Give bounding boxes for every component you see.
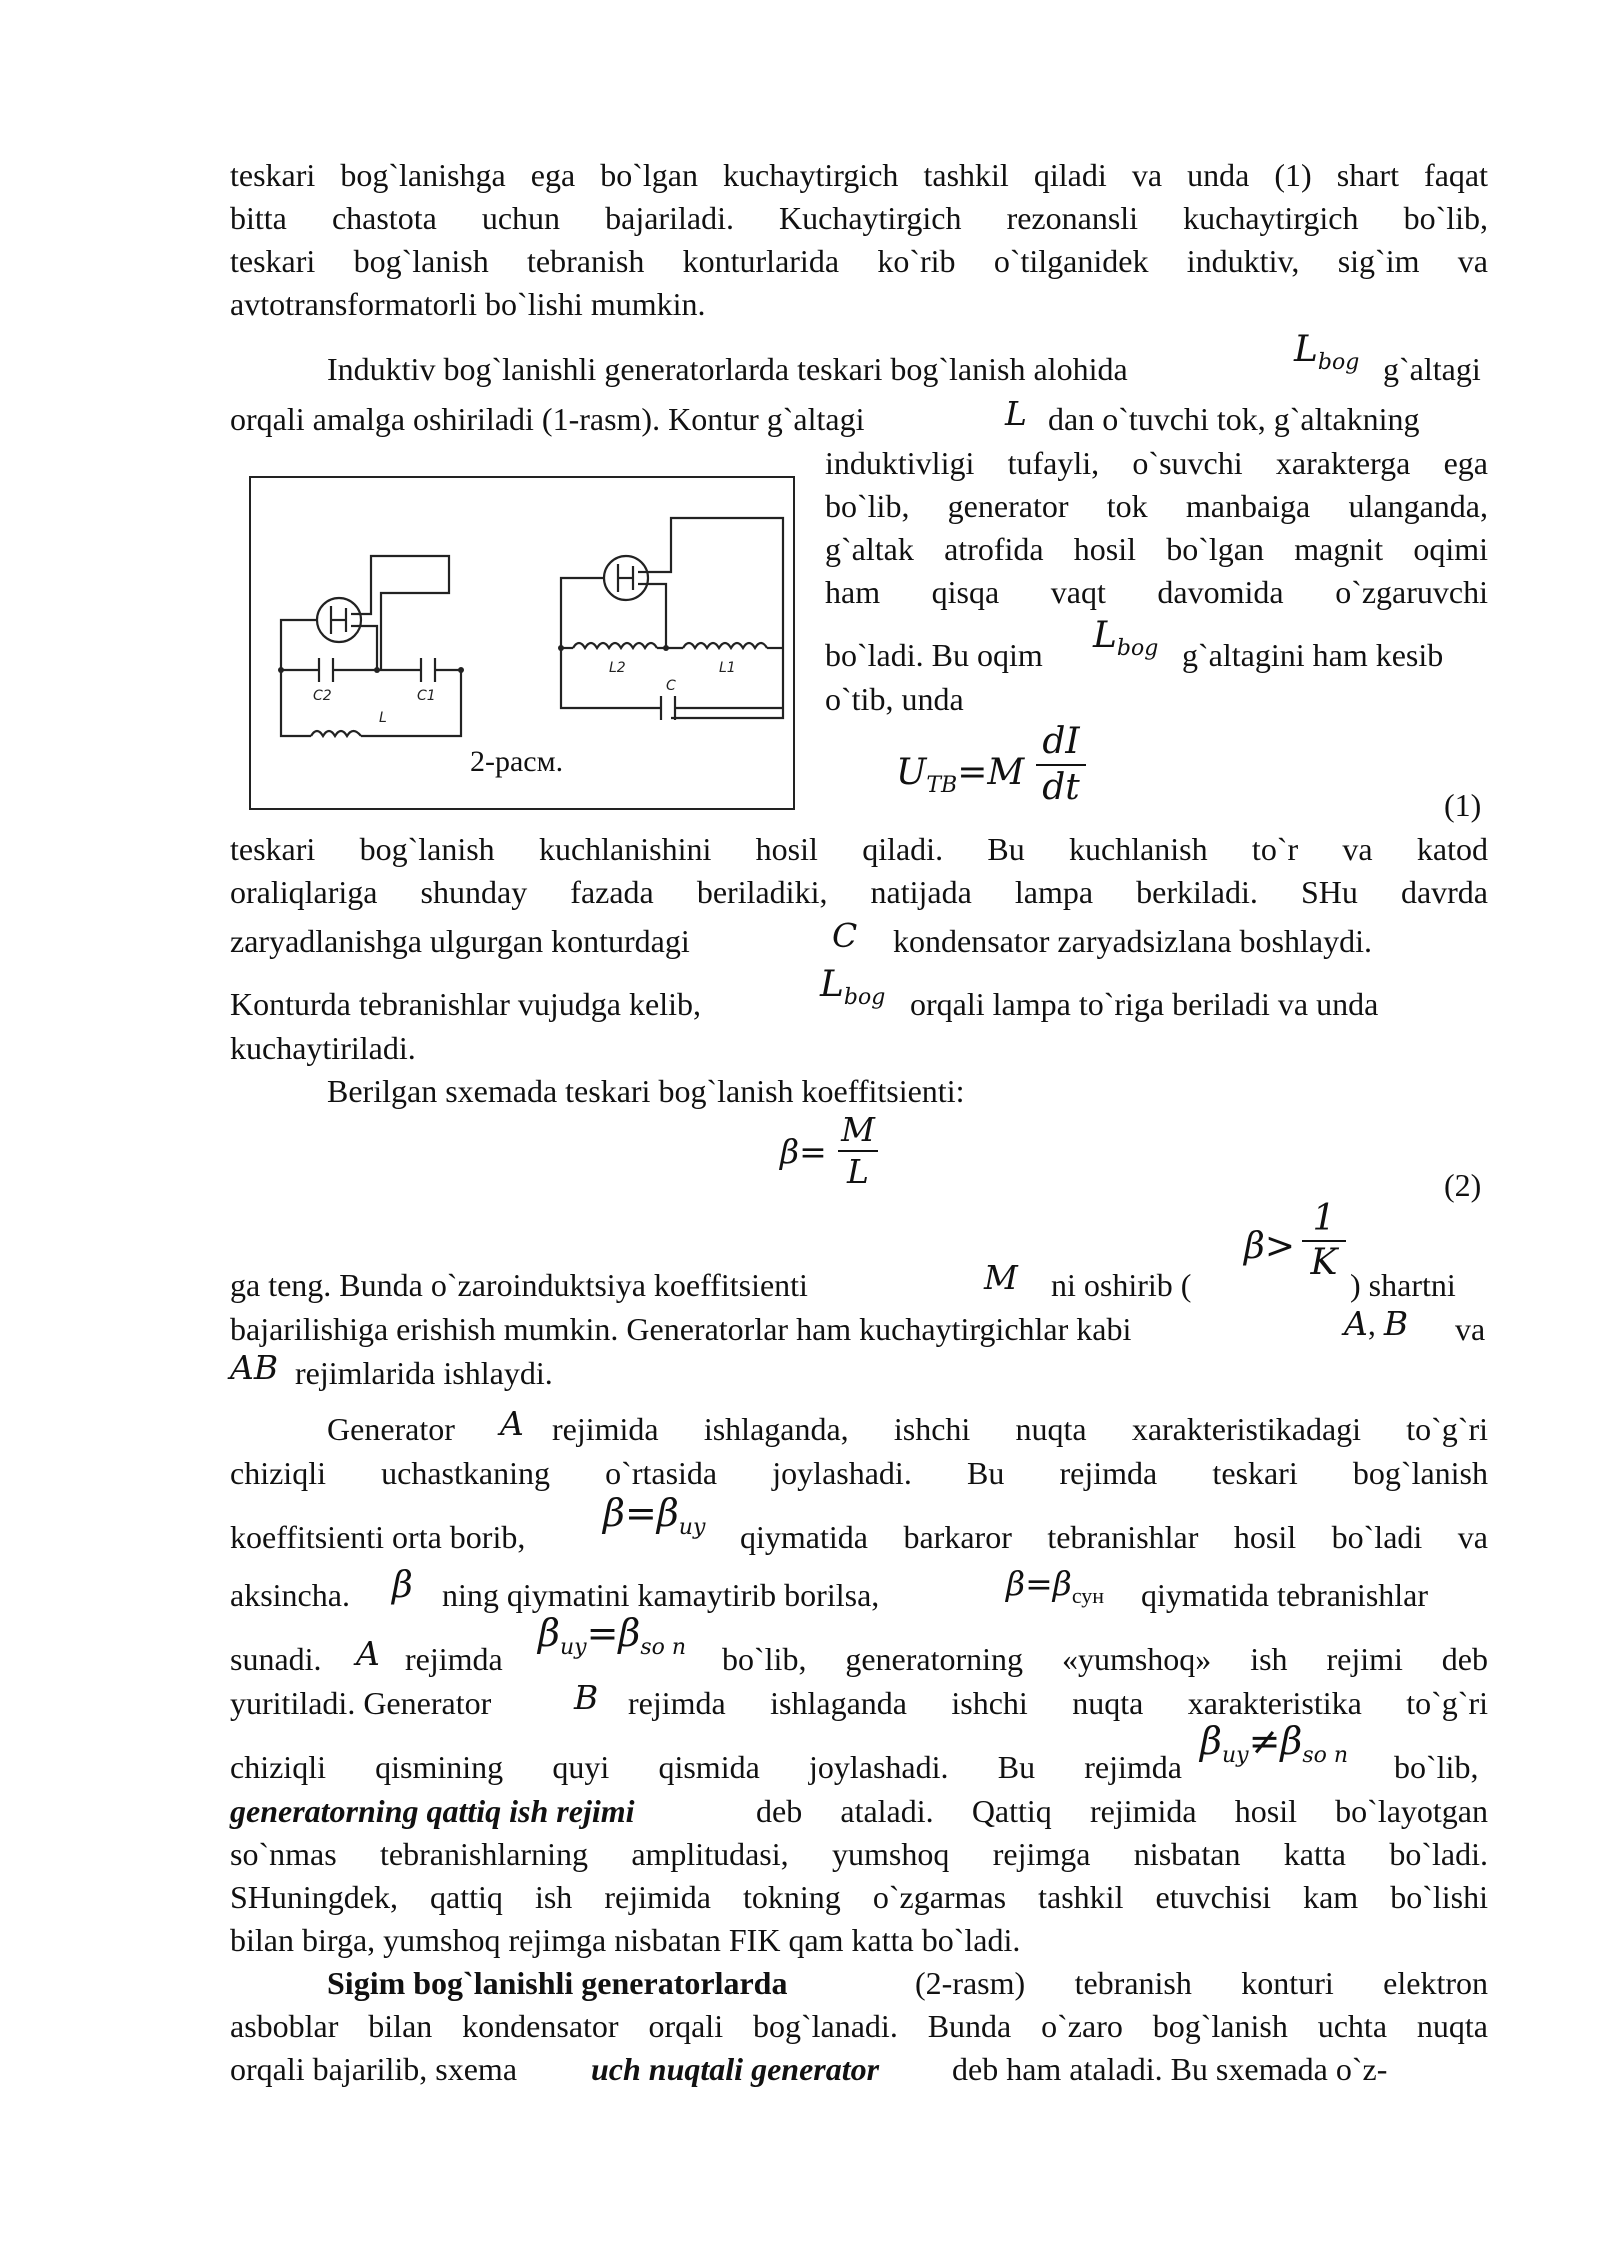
math-A-B: A, B (1344, 1304, 1409, 1343)
text-line: bo`lib, generator tok manbaiga ulanganda, (825, 488, 1488, 524)
text-line: Berilgan sxemada teskari bog`lanish koeffitsienti: (327, 1073, 965, 1109)
text-line: sunadi. (230, 1641, 322, 1677)
text-line: deb ham ataladi. Bu sxemada o`z- (952, 2051, 1388, 2087)
math-L-bog: $L_{bog}$ (1093, 615, 1159, 661)
text-line: rejimda ishlaganda ishchi nuqta xarakteristika to`g`ri (628, 1685, 1488, 1721)
condition-fraction: 1 K (1302, 1200, 1346, 1282)
math-B: B (574, 1678, 599, 1717)
equation-1-lhs: $U_{TB}=M$ (896, 752, 1025, 798)
emphasis-text: uch nuqtali generator (591, 2051, 880, 2087)
text-line: deb ataladi. Qattiq rejimida hosil bo`layotgan (756, 1793, 1488, 1829)
text-line: bitta chastota uchun bajariladi. Kuchaytirgich rezonansli kuchaytirgich bo`lib, (230, 200, 1488, 236)
text-line: qiymatida tebranishlar (1141, 1577, 1429, 1613)
text-line: ) shartni (1350, 1267, 1456, 1303)
equation-number: (2) (1444, 1167, 1482, 1203)
math-A: A (356, 1634, 380, 1673)
text-line: g`altagi (1383, 351, 1481, 387)
text-line: rejimlarida ishlaydi. (295, 1355, 553, 1391)
text-line: asboblar bilan kondensator orqali bog`lanadi. Bunda o`zaro bog`lanish uchta nuqta (230, 2008, 1488, 2044)
equation-2-lhs: β= (780, 1132, 827, 1171)
text-line: so`nmas tebranishlarning amplitudasi, yumshoq rejimga nisbatan katta bo`ladi. (230, 1836, 1488, 1872)
math-C: C (832, 916, 858, 955)
text-line: Induktiv bog`lanishli generatorlarda teskari bog`lanish alohida (327, 351, 1128, 387)
math-beta-uy: $\beta=\beta_{uy}$ (603, 1491, 706, 1540)
math-L: L (1005, 394, 1027, 433)
text-line: aksincha. (230, 1577, 350, 1613)
text-line: teskari bog`lanish kuchlanishini hosil qiladi. Bu kuchlanish to`r va katod (230, 831, 1488, 867)
text-line: ham qisqa vaqt davomida o`zgaruvchi (825, 574, 1488, 610)
text-line: chiziqli qismining quyi qismida joylashadi. Bu rejimda (230, 1749, 1182, 1785)
math-AB: AB (230, 1348, 279, 1387)
text-line: orqali bajarilib, sxema (230, 2051, 518, 2087)
text-line: g`altak atrofida hosil bo`lgan magnit oqimi (825, 531, 1488, 567)
math-beta-sun: $\beta=\beta_{сун}$ (1006, 1564, 1105, 1608)
text-line: bo`lib, generatorning «yumshoq» ish rejimi deb (722, 1641, 1488, 1677)
text-line: teskari bog`lanish tebranish konturlarida ko`rib o`tilganidek induktiv, sig`im va (230, 243, 1488, 279)
text-line: kuchaytiriladi. (230, 1030, 416, 1066)
math-beta: β (392, 1565, 413, 1606)
label-c: C (666, 678, 676, 694)
figure-caption: 2-расм. (470, 745, 564, 778)
text-line: orqali amalga oshiriladi (1-rasm). Kontur g`altagi (230, 401, 865, 437)
text-line: bo`ladi. Bu oqim (825, 637, 1043, 673)
math-L-bog: $L_{bog}$ (820, 964, 886, 1010)
text-line: rejimda (405, 1641, 503, 1677)
text-line: o`tib, unda (825, 681, 964, 717)
emphasis-text: generatorning qattiq ish rejimi (230, 1793, 635, 1829)
text-line: Generator (327, 1411, 455, 1447)
text-line: zaryadlanishga ulgurgan konturdagi (230, 923, 690, 959)
label-l2: L2 (609, 660, 626, 676)
text-line: bo`lib, (1394, 1749, 1479, 1785)
text-line: avtotransformatorli bo`lishi mumkin. (230, 286, 706, 322)
label-c2: C2 (313, 688, 332, 704)
text-line: orqali lampa to`riga beriladi va unda (910, 986, 1379, 1022)
text-line: kondensator zaryadsizlana boshlaydi. (893, 923, 1372, 959)
text-line: dan o`tuvchi tok, g`altakning (1048, 401, 1420, 437)
math-beta-uy-son: $\beta_{uy}=\beta_{so n}$ (538, 1611, 687, 1660)
text-line: yuritiladi. Generator (230, 1685, 492, 1721)
text-line: oraliqlariga shunday fazada beriladiki, natijada lampa berkiladi. SHu davrda (230, 874, 1488, 910)
text-line: Konturda tebranishlar vujudga kelib, (230, 986, 701, 1022)
text-line: chiziqli uchastkaning o`rtasida joylashadi. Bu rejimda teskari bog`lanish (230, 1455, 1488, 1491)
equation-number: (1) (1444, 787, 1482, 823)
text-line: SHuningdek, qattiq ish rejimida tokning o`zgarmas tashkil etuvchisi kam bo`lishi (230, 1879, 1488, 1915)
text-line: (2-rasm) tebranish konturi elektron (915, 1965, 1488, 2001)
text-line: induktivligi tufayli, o`suvchi xarakterga ega (825, 445, 1488, 481)
text-line: bajarilishiga erishish mumkin. Generatorlar ham kuchaytirgichlar kabi (230, 1311, 1132, 1347)
text-line: koeffitsienti orta borib, (230, 1519, 526, 1555)
label-l: L (379, 710, 387, 726)
math-M: M (984, 1258, 1018, 1297)
math-beta-neq: $\beta_{uy}\ne\beta_{so n}$ (1200, 1719, 1349, 1768)
equation-2-fraction: M L (838, 1112, 878, 1190)
text-line: teskari bog`lanishga ega bo`lgan kuchaytirgich tashkil qiladi va unda (1) shart faqat (230, 157, 1488, 193)
text-line: rejimida ishlaganda, ishchi nuqta xarakteristikadagi to`g`ri (552, 1411, 1488, 1447)
label-l1: L1 (719, 660, 736, 676)
text-line: va (1455, 1311, 1486, 1347)
text-line: ning qiymatini kamaytirib borilsa, (442, 1577, 880, 1613)
bold-heading-text: Sigim bog`lanishli generatorlarda (327, 1965, 788, 2001)
text-line: ga teng. Bunda o`zaroinduktsiya koeffitsienti (230, 1267, 808, 1303)
equation-1-fraction: dI dt (1036, 722, 1086, 808)
text-line: ni oshirib ( (1051, 1267, 1192, 1303)
condition-lhs: β> (1244, 1226, 1295, 1267)
text-line: g`altagini ham kesib (1182, 637, 1444, 673)
math-A: A (500, 1404, 524, 1443)
label-c1: C1 (417, 688, 436, 704)
text-line: qiymatida barkaror tebranishlar hosil bo`ladi va (740, 1519, 1488, 1555)
text-line: bilan birga, yumshoq rejimga nisbatan FIK qam katta bo`ladi. (230, 1922, 1021, 1958)
math-L-bog: $L_{bog}$ (1294, 329, 1360, 375)
